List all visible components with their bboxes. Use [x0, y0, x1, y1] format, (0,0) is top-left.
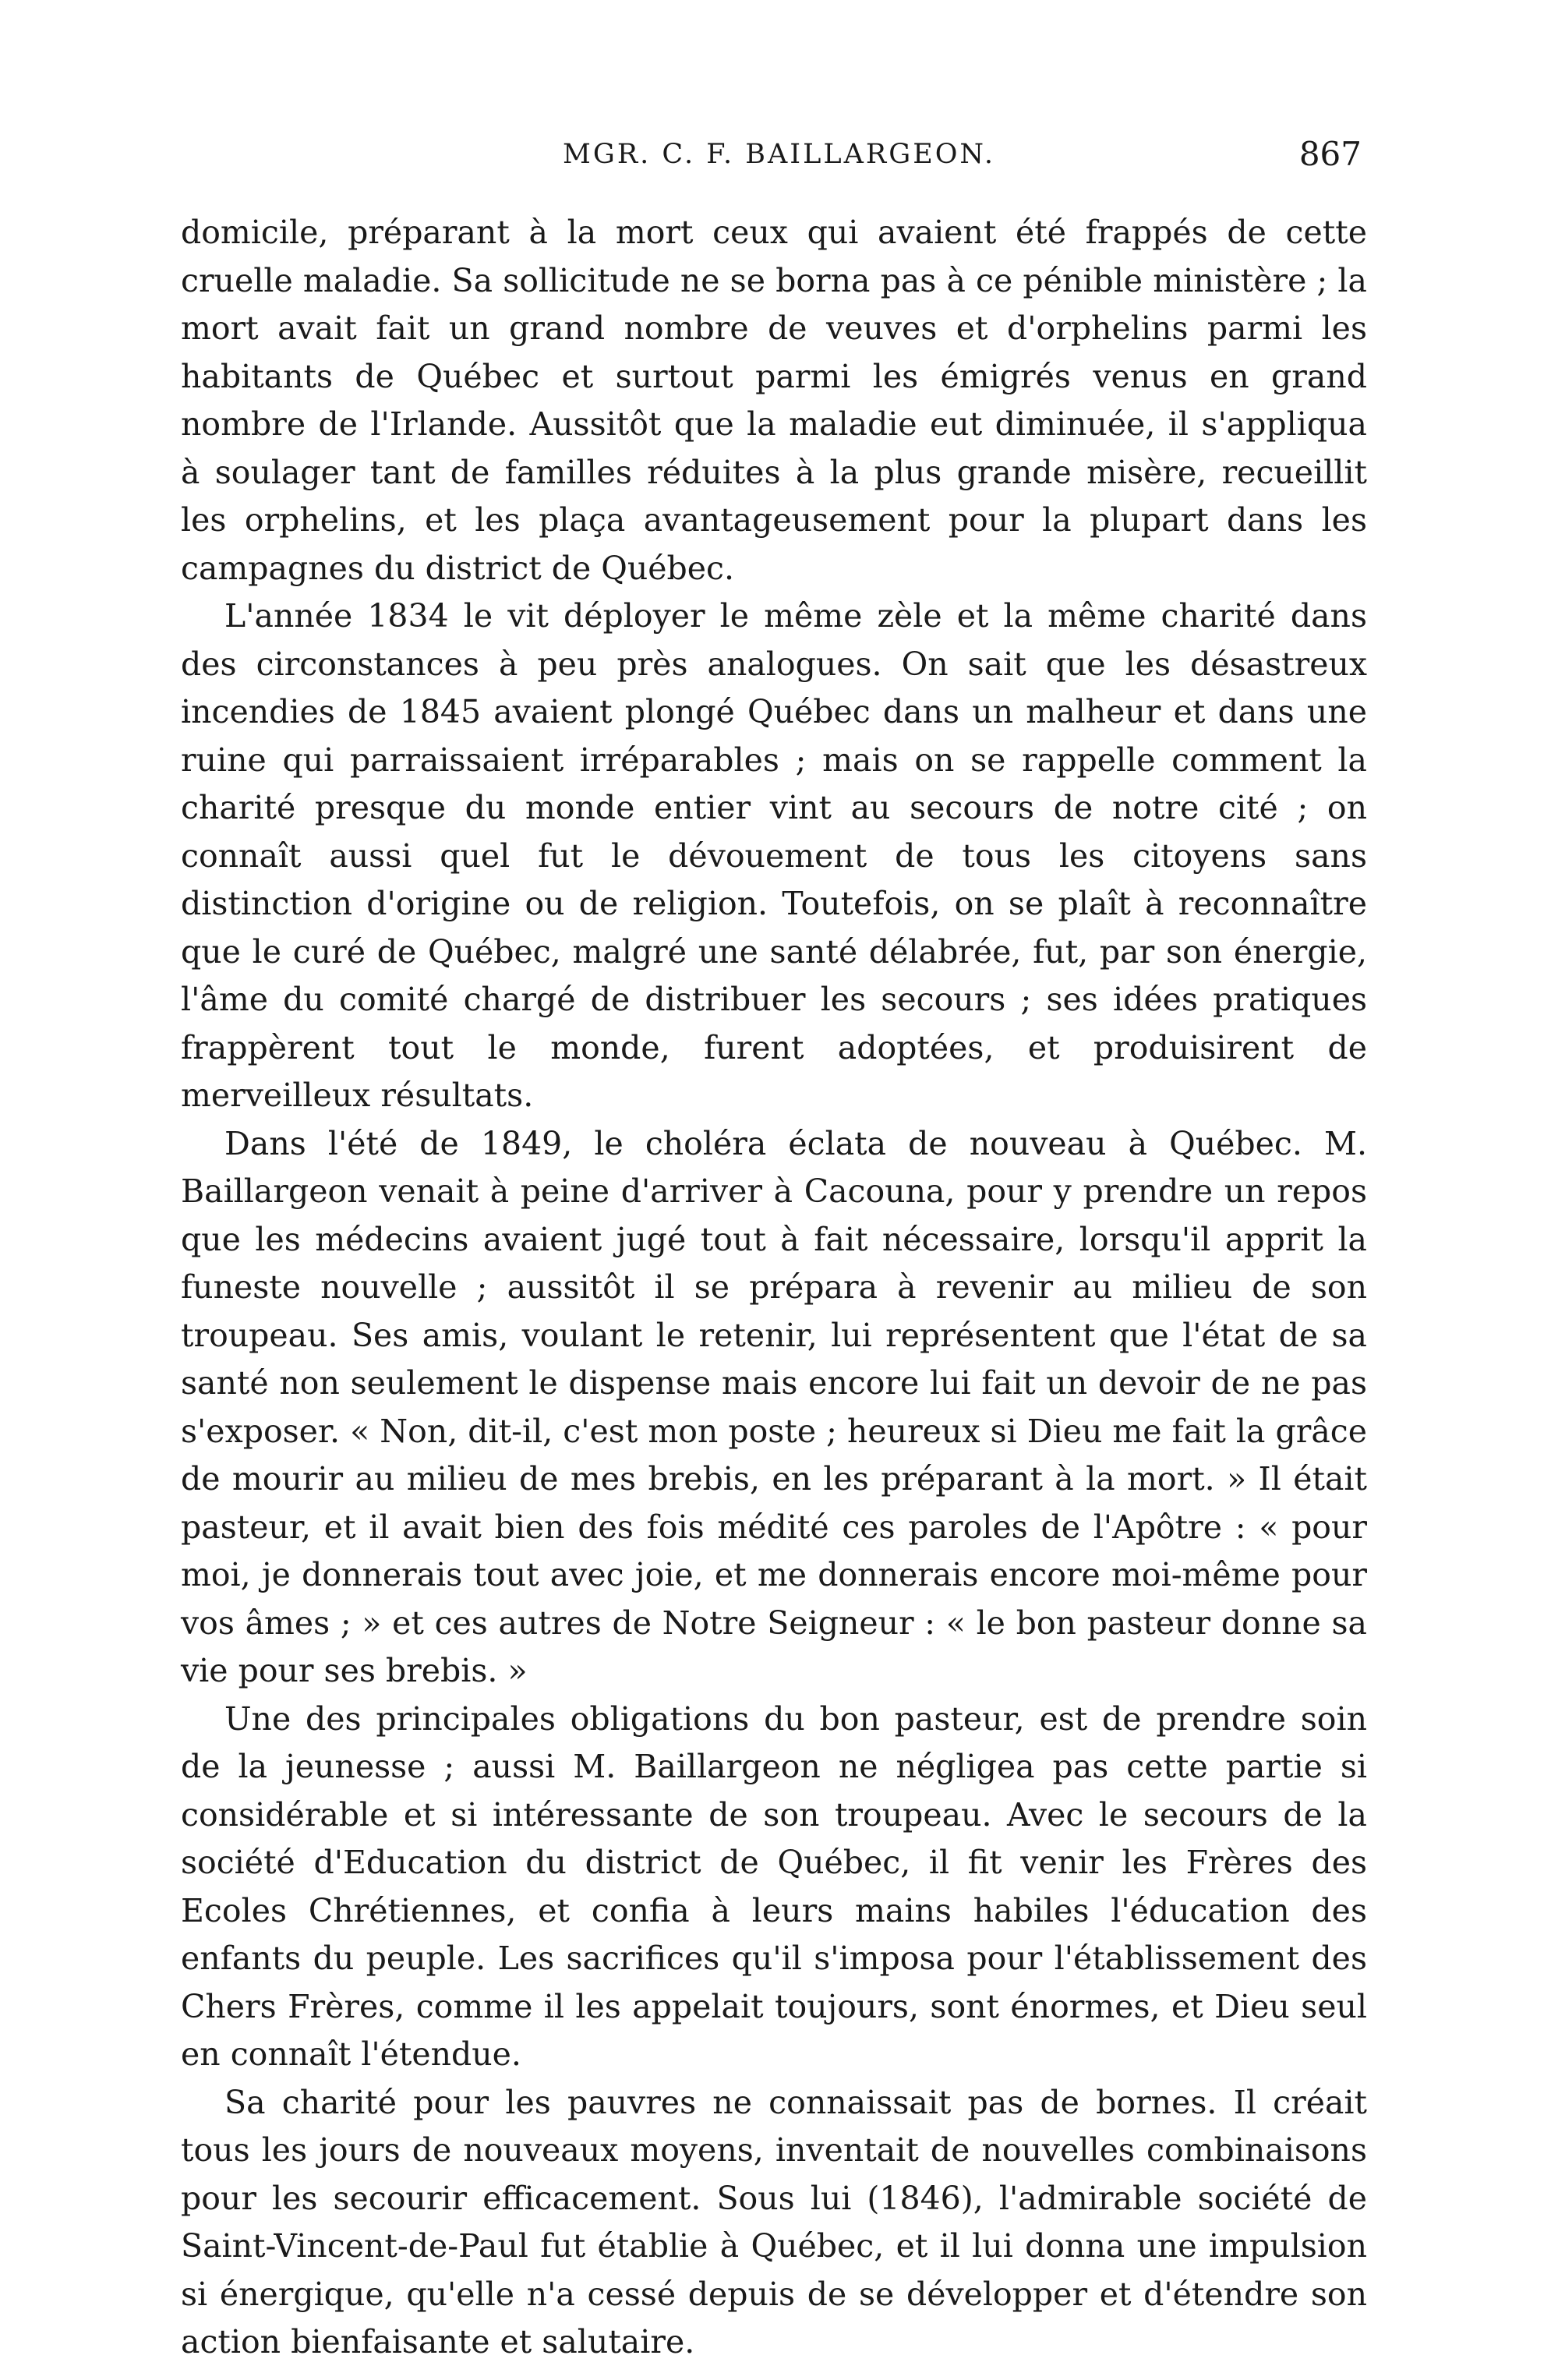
paragraph-continued: domicile, préparant à la mort ceux qui avaient été frappés de cette cruelle maladie. Sa sollicitude ne se borna pas à ce pénible ministère ; la mort avait fait un grand nombre de veuves et d'orphelins parmi les habitants de Québec et surtout parmi les émigrés venus en grand nombre de l'Irlande. Aussitôt que la maladie eut diminuée, il s'appliqua à soulager tant de familles réduites à la plus grande misère, recueillit les orphelins, et les plaça avantageusement pour la plupart dans les campagnes du district de Québec.	[181, 214, 1367, 587]
running-title: MGR. C. F. BAILLARGEON.	[563, 139, 995, 170]
running-head	[0, 131, 1558, 178]
paragraph: Dans l'été de 1849, le choléra éclata de nouveau à Québec. M. Baillargeon venait à peine d'arriver à Cacouna, pour y prendre un repos que les médecins avaient jugé tout à fait nécessaire, lorsqu'il apprit la funeste nouvelle ; aussitôt il se prépara à revenir au milieu de son troupeau. Ses amis, voulant le retenir, lui représentent que l'état de sa santé non seulement le dispense mais encore lui fait un devoir de ne pas s'exposer. « Non, dit-il, c'est mon poste ; heureux si Dieu me fait la grâce de mourir au milieu de mes brebis, en les préparant à la mort. » Il était pasteur, et il avait bien des fois médité ces paroles de l'Apôtre : « pour moi, je donnerais tout avec joie, et me donnerais encore moi-même pour vos âmes ; » et ces autres de Notre Seigneur : « le bon pasteur donne sa vie pour ses brebis. »	[181, 1124, 1367, 1689]
paragraph: Une des principales obligations du bon pasteur, est de prendre soin de la jeunesse ; aussi M. Baillargeon ne négligea pas cette partie si considérable et si intéressante de son troupeau. Avec le secours de la société d'Education du district de Québec, il fit venir les Frères des Ecoles Chrétiennes, et confia à leurs mains habiles l'éducation des enfants du peuple. Les sacrifices qu'il s'imposa pour l'établissement des Chers Frères, comme il les appelait toujours, sont énormes, et Dieu seul en connaît l'étendue.	[181, 1699, 1367, 2073]
paragraph: L'année 1834 le vit déployer le même zèle et la même charité dans des circonstances à peu près analogues. On sait que les désastreux incendies de 1845 avaient plongé Québec dans un malheur et dans une ruine qui parraissaient irréparables ; mais on se rappelle comment la charité presque du monde entier vint au secours de notre cité ; on connaît aussi quel fut le dévouement de tous les citoyens sans distinction d'origine ou de religion. Toutefois, on se plaît à reconnaître que le curé de Québec, malgré une santé délabrée, fut, par son énergie, l'âme du comité chargé de distribuer les secours ; ses idées pratiques frappèrent tout le monde, furent adoptées, et produisirent de merveilleux résultats.	[181, 597, 1367, 1114]
paragraph: Sa charité pour les pauvres ne connaissait pas de bornes. Il créait tous les jours de nouveaux moyens, inventait de nouvelles combinaisons pour les secourir efficacement. Sous lui (1846), l'admirable société de Saint-Vincent-de-Paul fut établie à Québec, et il lui donna une impulsion si énergique, qu'elle n'a cessé depuis de se développer et d'étendre son action bienfaisante et salutaire.	[181, 2083, 1367, 2361]
page-number: 867	[1298, 135, 1362, 173]
body-text	[181, 209, 1367, 2367]
